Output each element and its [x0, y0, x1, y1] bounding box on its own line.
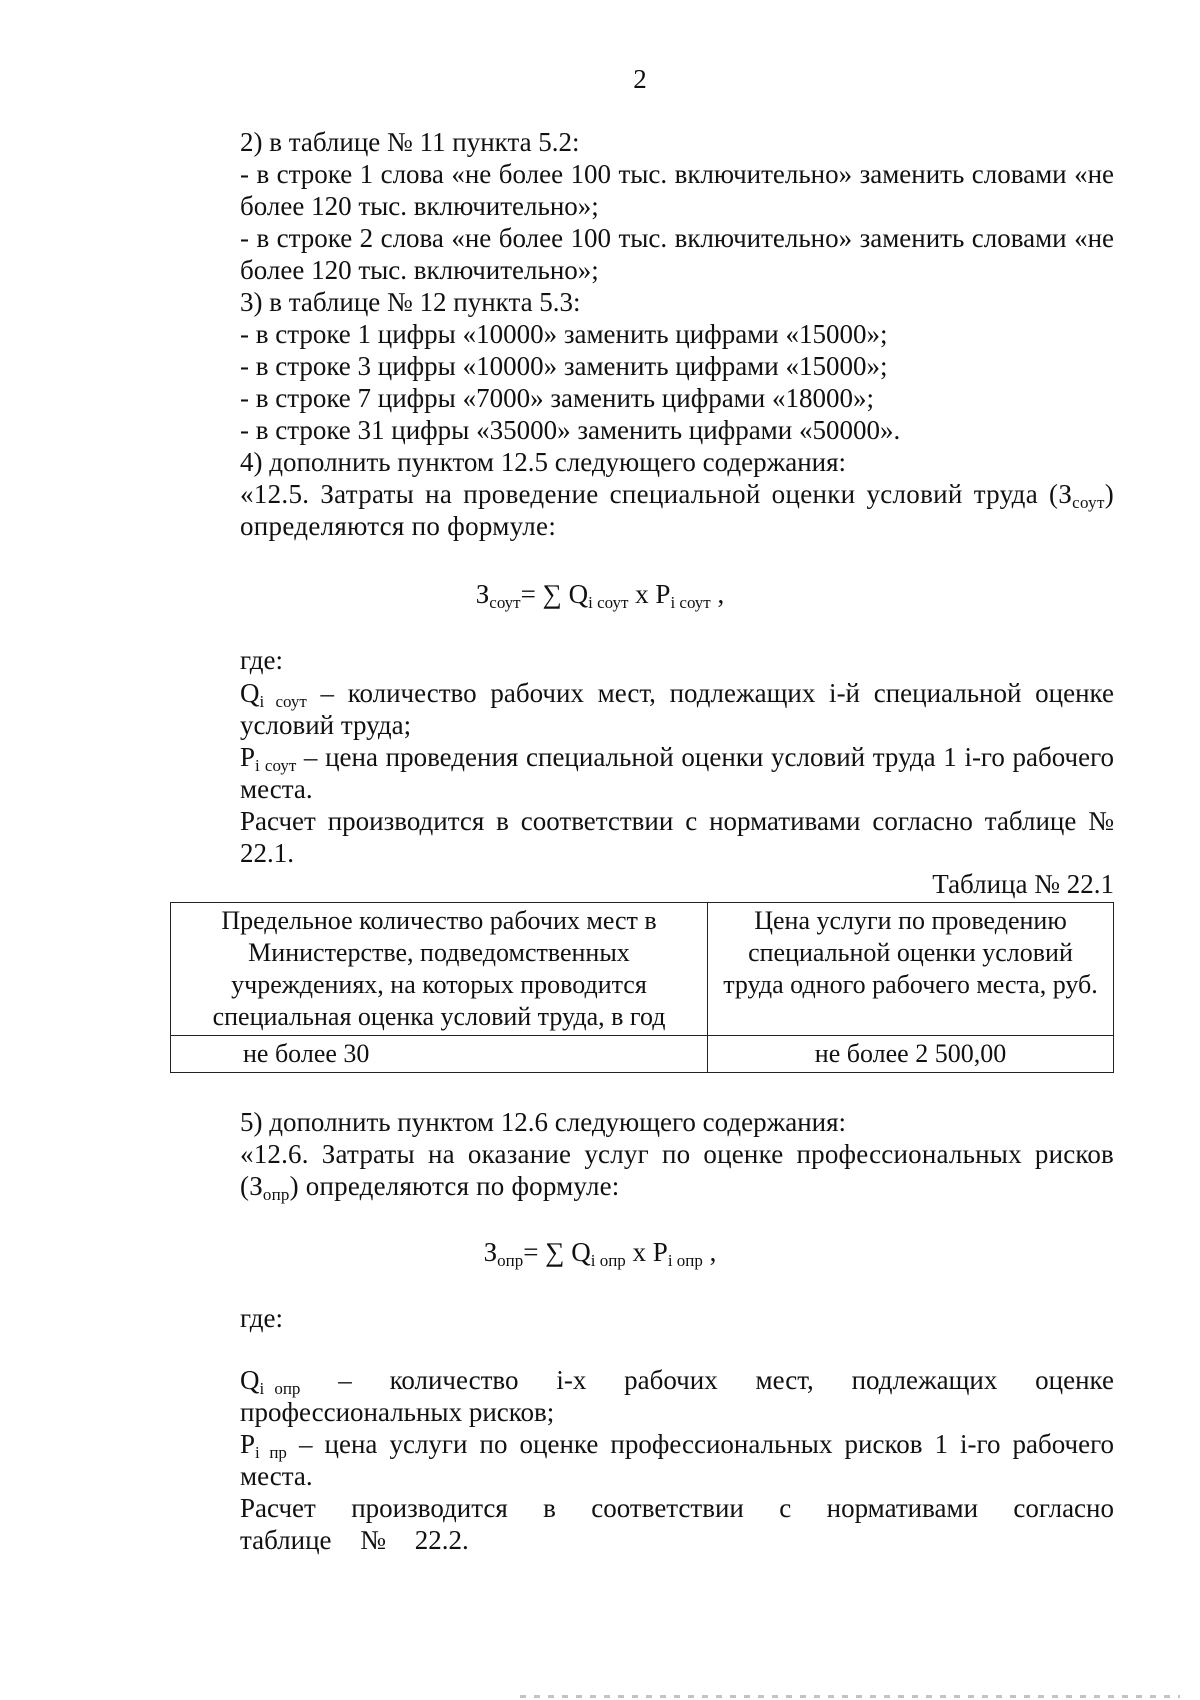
- clause-12-5-definitions: [172, 644, 1114, 869]
- definition-p: $P_{i пр}$ – цена услуги по оценке профессиональных рисков 1 i-го рабочего места.: [240, 1429, 1115, 1491]
- amendments-list: [172, 126, 1114, 542]
- definition-q: $Q_{i опр}$ – количество i-х рабочих мест, подлежащих оценке профессиональных рисков;: [240, 1365, 1121, 1427]
- amendment-line: - в строке 1 слова «не более 100 тыс. включительно» заменить словами «не более 120 тыс. включительно»;: [240, 159, 1114, 221]
- calculation-note: Расчет производится в соответствии с нормативами согласно таблице № 22.2.: [240, 1493, 1114, 1555]
- clause-12-6-text: «12.6. Затраты на оказание услуг по оценке профессиональных рисков $(З_{опр})$ определяются по формуле:: [240, 1139, 1114, 1204]
- formula-zopr: $З_{опр}=$ ∑ $Q_{i опр}$ x $P_{i опр}$ ,: [483, 1237, 717, 1270]
- where-label: где:: [240, 1303, 283, 1333]
- amendment-item-2: 2) в таблице № 11 пункта 5.2:: [240, 127, 580, 157]
- where-block: [172, 1302, 1114, 1334]
- amendment-item-3: 3) в таблице № 12 пункта 5.3:: [240, 287, 581, 317]
- formula-zsout: $З_{соут}=$ ∑ $Q_{i соут}$ x $P_{i соут}$ ,: [475, 579, 725, 612]
- amendment-line: - в строке 3 цифры «10000» заменить цифрами «15000»;: [240, 351, 888, 381]
- table-cell: не более 2 500,00: [708, 1036, 1114, 1073]
- amendment-item-5: 5) дополнить пунктом 12.6 следующего содержания:: [240, 1107, 847, 1137]
- amendment-line: - в строке 31 цифры «35000» заменить цифрами «50000».: [240, 415, 901, 445]
- norms-table: [170, 902, 1114, 1073]
- table-header-cell: Цена услуги по проведению специальной оценки условий труда одного рабочего места, руб.: [708, 903, 1114, 1036]
- scan-artifact: [520, 1695, 1180, 1698]
- table-cell: не более 30: [171, 1036, 708, 1073]
- amendment-line: - в строке 7 цифры «7000» заменить цифрами «18000»;: [240, 383, 874, 413]
- amendment-line: - в строке 1 цифры «10000» заменить цифрами «15000»;: [240, 319, 888, 349]
- table-row: [171, 1036, 1114, 1073]
- calculation-note: Расчет производится в соответствии с нормативами согласно таблице № 22.1.: [240, 806, 1114, 868]
- table-header-row: [171, 903, 1114, 1036]
- amendment-line: - в строке 2 слова «не более 100 тыс. включительно» заменить словами «не более 120 тыс. включительно»;: [240, 223, 1114, 285]
- definition-q: $Q_{i соут}$ – количество рабочих мест, подлежащих i-й специальной оценке условий труда;: [240, 678, 1114, 740]
- amendment-item-4: 4) дополнить пунктом 12.5 следующего содержания:: [240, 447, 847, 477]
- clause-12-5-text: «12.5. Затраты на проведение специальной оценки условий труда $(З_{соут})$ определяются по формуле:: [240, 479, 1114, 541]
- clause-12-6: [172, 1106, 1114, 1202]
- definition-p: $P_{i соут}$ – цена проведения специальной оценки условий труда 1 i-го рабочего места.: [240, 742, 1114, 804]
- where-label: где:: [240, 645, 283, 675]
- page-number: 2: [633, 64, 647, 94]
- clause-12-6-definitions: [172, 1364, 1121, 1556]
- table-caption: Таблица № 22.1: [932, 869, 1114, 899]
- table-header-cell: Предельное количество рабочих мест в Министерстве, подведомственных учреждениях, на которых проводится специальная оценка условий труда, в год: [171, 903, 708, 1036]
